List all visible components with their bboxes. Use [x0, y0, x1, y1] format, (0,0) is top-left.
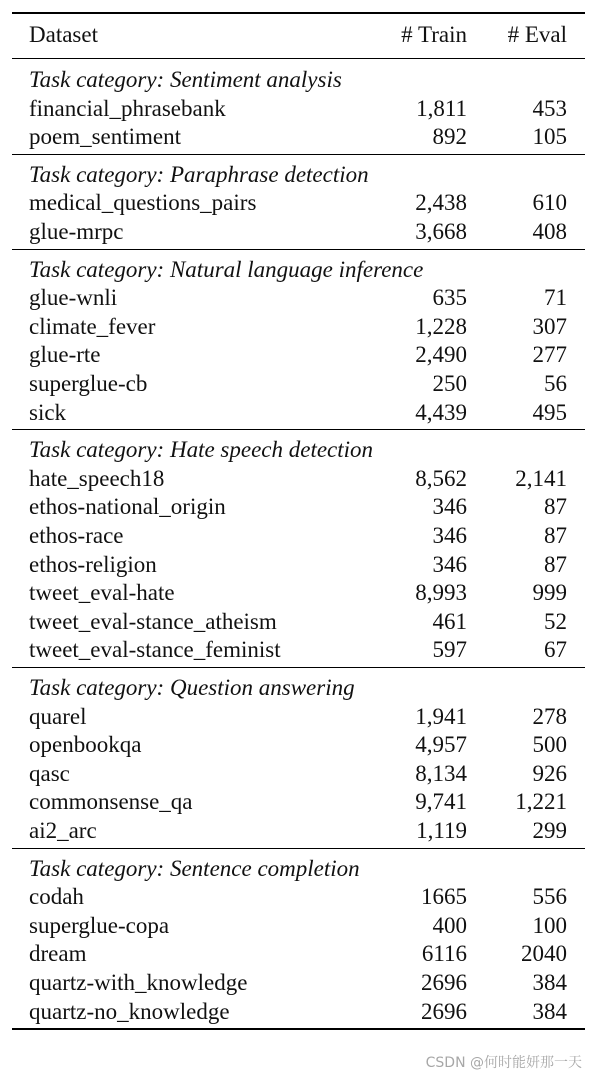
eval-count: 71 [544, 285, 567, 311]
eval-count: 556 [532, 884, 567, 910]
train-count: 8,134 [415, 760, 467, 786]
dataset-name: medical_questions_pairs [29, 190, 257, 216]
eval-count: 408 [532, 219, 567, 244]
eval-count: 100 [532, 912, 567, 938]
dataset-name: glue-rte [29, 342, 101, 368]
train-count: 2696 [421, 998, 467, 1024]
category-heading: Task category: Question answering [29, 675, 355, 700]
eval-count: 87 [544, 523, 567, 548]
eval-count: 1,221 [515, 789, 567, 815]
dataset-name: codah [29, 884, 84, 910]
eval-count: 56 [544, 371, 567, 396]
group-rule [12, 848, 585, 849]
eval-count: 384 [532, 970, 567, 995]
train-count: 8,993 [415, 580, 467, 606]
train-count: 892 [432, 124, 467, 150]
train-count: 9,741 [415, 789, 467, 815]
eval-count: 453 [532, 95, 567, 121]
eval-count: 277 [532, 342, 567, 368]
dataset-name: hate_speech18 [29, 465, 165, 491]
eval-count: 500 [532, 732, 567, 758]
eval-count: 926 [532, 760, 567, 786]
train-count: 597 [432, 637, 467, 663]
group-rule [12, 429, 585, 430]
train-count: 250 [432, 371, 467, 396]
group-rule [12, 154, 585, 155]
eval-count: 2040 [521, 941, 567, 967]
train-count: 635 [432, 285, 467, 311]
category-heading: Task category: Paraphrase detection [29, 161, 369, 187]
eval-count: 299 [532, 818, 567, 843]
eval-count: 999 [532, 580, 567, 606]
dataset-name: climate_fever [29, 313, 156, 339]
train-count: 2,490 [415, 342, 467, 368]
dataset-name: quartz-no_knowledge [29, 998, 230, 1024]
train-count: 2,438 [415, 190, 467, 216]
eval-count: 52 [544, 608, 567, 634]
category-heading: Task category: Hate speech detection [29, 437, 374, 463]
dataset-name: quarel [29, 703, 87, 729]
category-heading: Task category: Sentiment analysis [29, 67, 342, 92]
train-count: 2696 [421, 970, 467, 995]
eval-count: 105 [532, 124, 567, 150]
dataset-name: poem_sentiment [29, 124, 182, 150]
train-count: 346 [432, 523, 467, 548]
dataset-name: financial_phrasebank [29, 95, 226, 121]
dataset-name: superglue-copa [29, 912, 170, 938]
header-dataset: Dataset [29, 22, 98, 47]
train-count: 8,562 [415, 465, 467, 491]
train-count: 346 [432, 551, 467, 577]
group-rule [12, 667, 585, 668]
eval-count: 87 [544, 494, 567, 520]
train-count: 400 [432, 912, 467, 938]
eval-count: 610 [532, 190, 567, 216]
group-rule [12, 249, 585, 250]
header-train: # Train [401, 22, 467, 47]
train-count: 4,439 [415, 399, 467, 425]
top-rule [12, 12, 585, 14]
eval-count: 307 [532, 313, 567, 339]
train-count: 1665 [421, 884, 467, 910]
header-rule [12, 58, 585, 59]
eval-count: 384 [532, 998, 567, 1024]
train-count: 1,119 [416, 818, 467, 843]
dataset-name: ethos-religion [29, 551, 157, 577]
dataset-name: dream [29, 941, 87, 967]
dataset-name: superglue-cb [29, 371, 148, 396]
header-eval: # Eval [507, 22, 567, 47]
dataset-name: quartz-with_knowledge [29, 970, 248, 995]
eval-count: 278 [532, 703, 567, 729]
train-count: 1,811 [416, 95, 467, 121]
dataset-name: ai2_arc [29, 818, 97, 843]
train-count: 346 [432, 494, 467, 520]
bottom-rule [12, 1028, 585, 1030]
train-count: 461 [432, 608, 467, 634]
train-count: 1,228 [415, 313, 467, 339]
dataset-name: tweet_eval-stance_atheism [29, 608, 277, 634]
train-count: 6116 [421, 941, 467, 967]
dataset-name: sick [29, 399, 67, 425]
train-count: 1,941 [415, 703, 467, 729]
dataset-name: glue-mrpc [29, 219, 124, 244]
dataset-name: qasc [29, 760, 70, 786]
eval-count: 87 [544, 551, 567, 577]
dataset-name: ethos-national_origin [29, 494, 226, 520]
eval-count: 495 [532, 399, 567, 425]
dataset-name: glue-wnli [29, 285, 118, 311]
watermark: CSDN @何时能妍那一天 [425, 1055, 582, 1071]
category-heading: Task category: Natural language inference [29, 256, 424, 282]
dataset-name: commonsense_qa [29, 789, 193, 815]
dataset-name: tweet_eval-hate [29, 580, 175, 606]
eval-count: 2,141 [515, 465, 567, 491]
dataset-name: tweet_eval-stance_feminist [29, 637, 281, 663]
train-count: 4,957 [415, 732, 467, 758]
eval-count: 67 [544, 637, 567, 663]
train-count: 3,668 [415, 219, 467, 244]
dataset-name: openbookqa [29, 732, 142, 758]
category-heading: Task category: Sentence completion [29, 855, 360, 881]
dataset-name: ethos-race [29, 523, 124, 548]
